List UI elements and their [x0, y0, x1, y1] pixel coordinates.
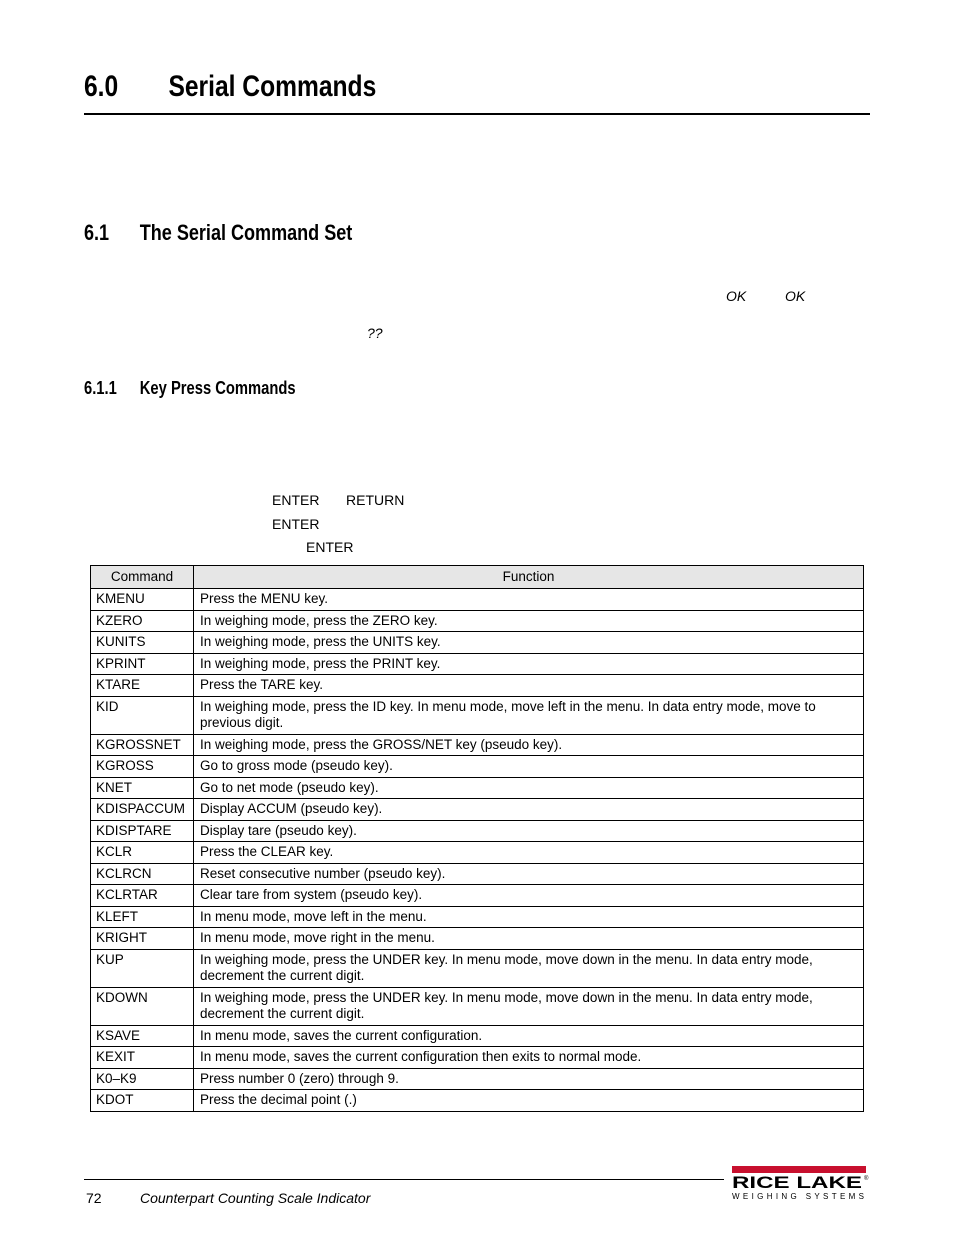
table-row: [91, 653, 864, 675]
table-row: [91, 928, 864, 950]
function-cell: In weighing mode, press the ZERO key.: [194, 610, 864, 632]
subsubsection-heading: [84, 378, 296, 399]
column-header-command: Command: [91, 566, 194, 589]
section-number: 6.0: [84, 70, 119, 103]
command-cell: KGROSS: [91, 756, 194, 778]
ok-response-text-2: OK: [785, 288, 806, 304]
function-cell: Display ACCUM (pseudo key).: [194, 799, 864, 821]
table-row: [91, 632, 864, 654]
function-cell: In weighing mode, press the UNDER key. In menu mode, move down in the menu. In data entry mode, decrement the current digit.: [194, 987, 864, 1025]
rice-lake-logo: [730, 1166, 870, 1202]
subsubsection-number: 6.1.1: [84, 378, 117, 398]
document-title: Counterpart Counting Scale Indicator: [140, 1190, 371, 1206]
column-header-function: Function: [194, 566, 864, 589]
function-cell: In menu mode, move left in the menu.: [194, 906, 864, 928]
function-cell: Press the MENU key.: [194, 589, 864, 611]
table-row: [91, 949, 864, 987]
heading-rule: [84, 113, 870, 115]
command-cell: KLEFT: [91, 906, 194, 928]
command-cell: KPRINT: [91, 653, 194, 675]
command-cell: KDOT: [91, 1090, 194, 1112]
command-cell: KCLRTAR: [91, 885, 194, 907]
enter-key-text-3: ENTER: [306, 539, 354, 555]
key-press-commands-table: [90, 565, 864, 1112]
table-row: [91, 675, 864, 697]
table-row: [91, 1025, 864, 1047]
function-cell: In weighing mode, press the ID key. In menu mode, move left in the menu. In data entry mode, move to previous digit.: [194, 696, 864, 734]
command-cell: KTARE: [91, 675, 194, 697]
function-cell: In menu mode, move right in the menu.: [194, 928, 864, 950]
command-cell: KUNITS: [91, 632, 194, 654]
function-cell: Reset consecutive number (pseudo key).: [194, 863, 864, 885]
command-cell: KDOWN: [91, 987, 194, 1025]
table-row: [91, 756, 864, 778]
command-cell: KID: [91, 696, 194, 734]
subsubsection-title: Key Press Commands: [139, 378, 296, 398]
table-row: [91, 777, 864, 799]
table-body: [91, 589, 864, 1112]
function-cell: In menu mode, saves the current configuration then exits to normal mode.: [194, 1047, 864, 1069]
table-row: [91, 842, 864, 864]
error-response-text: ??: [367, 325, 383, 341]
command-cell: KDISPTARE: [91, 820, 194, 842]
enter-key-text: ENTER: [272, 492, 320, 508]
logo-weighing-systems-text: WEIGHING SYSTEMS: [732, 1192, 864, 1201]
command-cell: KSAVE: [91, 1025, 194, 1047]
table-row: [91, 863, 864, 885]
table-row: [91, 589, 864, 611]
command-cell: KCLRCN: [91, 863, 194, 885]
command-cell: KNET: [91, 777, 194, 799]
command-cell: KMENU: [91, 589, 194, 611]
function-cell: Go to gross mode (pseudo key).: [194, 756, 864, 778]
command-cell: KGROSSNET: [91, 734, 194, 756]
command-cell: KCLR: [91, 842, 194, 864]
function-cell: Clear tare from system (pseudo key).: [194, 885, 864, 907]
function-cell: In weighing mode, press the PRINT key.: [194, 653, 864, 675]
enter-key-text-2: ENTER: [272, 516, 320, 532]
table-row: [91, 1090, 864, 1112]
command-cell: KEXIT: [91, 1047, 194, 1069]
function-cell: Press the decimal point (.): [194, 1090, 864, 1112]
table-row: [91, 1068, 864, 1090]
command-cell: KRIGHT: [91, 928, 194, 950]
function-cell: In weighing mode, press the UNDER key. In menu mode, move down in the menu. In data entry mode, decrement the current digit.: [194, 949, 864, 987]
function-cell: In menu mode, saves the current configuration.: [194, 1025, 864, 1047]
function-cell: Press the TARE key.: [194, 675, 864, 697]
footer-rule: [84, 1179, 724, 1180]
table-header-row: [91, 566, 864, 589]
page-number: 72: [86, 1190, 102, 1206]
logo-registered-mark: ®: [864, 1176, 869, 1182]
table-row: [91, 799, 864, 821]
ok-response-text: OK: [726, 288, 747, 304]
command-cell: KDISPACCUM: [91, 799, 194, 821]
table-row: [91, 987, 864, 1025]
command-cell: K0–K9: [91, 1068, 194, 1090]
function-cell: Press the CLEAR key.: [194, 842, 864, 864]
logo-rice-lake-text: RICE LAKE: [732, 1173, 862, 1192]
function-cell: In weighing mode, press the GROSS/NET key (pseudo key).: [194, 734, 864, 756]
function-cell: In weighing mode, press the UNITS key.: [194, 632, 864, 654]
command-cell: KZERO: [91, 610, 194, 632]
table-row: [91, 906, 864, 928]
subsection-title: The Serial Command Set: [139, 220, 353, 245]
subsection-heading: [84, 220, 352, 246]
command-cell: KUP: [91, 949, 194, 987]
table-row: [91, 734, 864, 756]
function-cell: Go to net mode (pseudo key).: [194, 777, 864, 799]
function-cell: Display tare (pseudo key).: [194, 820, 864, 842]
section-title: Serial Commands: [168, 70, 377, 103]
logo-red-band: [732, 1166, 866, 1173]
table-row: [91, 1047, 864, 1069]
table-row: [91, 610, 864, 632]
function-cell: Press number 0 (zero) through 9.: [194, 1068, 864, 1090]
section-heading: [84, 70, 376, 104]
table-row: [91, 820, 864, 842]
table-row: [91, 696, 864, 734]
table-row: [91, 885, 864, 907]
return-key-text: RETURN: [346, 492, 405, 508]
subsection-number: 6.1: [84, 220, 110, 245]
